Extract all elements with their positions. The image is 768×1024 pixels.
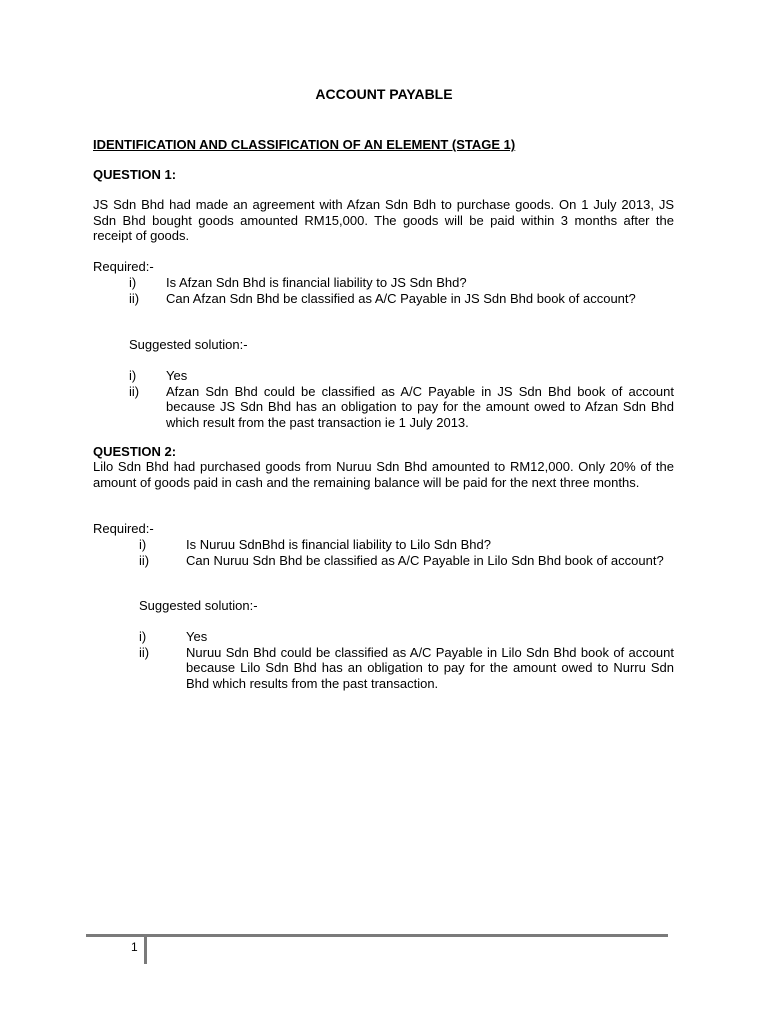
list-item-text: Yes [186, 629, 208, 644]
question-2-required-list [139, 537, 674, 568]
page-number: 1 [131, 940, 138, 954]
question-1-heading: QUESTION 1: [93, 167, 177, 182]
list-item-number: i) [129, 275, 137, 290]
question-2-solution-list [139, 629, 674, 691]
list-item-number: i) [139, 629, 147, 644]
list-item-text: Nuruu Sdn Bhd could be classified as A/C Payable in Lilo Sdn Bhd book of account because Lilo Sdn Bhd has an obligation to pay for the amount owed to Nurru Sdn Bhd which results from the past transaction. [186, 644, 674, 691]
list-item-text: Afzan Sdn Bhd could be classified as A/C Payable in JS Sdn Bhd book of account because JS Sdn Bhd has an obligation to pay for the amount owed to Afzan Sdn Bhd which result from the past transaction ie 1 July 2013. [166, 383, 674, 430]
list-item-number: ii) [129, 290, 140, 306]
list-item [139, 629, 674, 645]
list-item [129, 291, 674, 307]
list-item-text: Is Afzan Sdn Bhd is financial liability to JS Sdn Bhd? [166, 275, 467, 290]
list-item-text: Yes [166, 368, 188, 383]
list-item [139, 645, 674, 692]
list-item [129, 384, 674, 431]
question-2-required-label: Required:- [93, 521, 154, 536]
question-1-solution-list [129, 368, 674, 430]
section-heading: IDENTIFICATION AND CLASSIFICATION OF AN ELEMENT (STAGE 1) [93, 137, 516, 152]
list-item-text: Is Nuruu SdnBhd is financial liability to Lilo Sdn Bhd? [186, 537, 491, 552]
list-item-number: ii) [139, 644, 150, 660]
list-item [129, 275, 674, 291]
list-item [139, 537, 674, 553]
question-1-required-list [129, 275, 674, 306]
question-2-heading: QUESTION 2: [93, 444, 177, 459]
list-item-number: ii) [129, 383, 140, 399]
list-item [139, 553, 674, 569]
footer-rule [86, 934, 668, 937]
list-item-number: i) [139, 537, 147, 552]
list-item [129, 368, 674, 384]
question-2-solution-label: Suggested solution:- [139, 598, 258, 613]
list-item-text: Can Afzan Sdn Bhd be classified as A/C Payable in JS Sdn Bhd book of account? [166, 290, 636, 306]
question-1-body: JS Sdn Bhd had made an agreement with Afzan Sdn Bdh to purchase goods. On 1 July 2013, JS Sdn Bhd bought goods amounted RM15,000. The goods will be paid within 3 months after the receipt of goods. [93, 197, 674, 243]
question-1-required-label: Required:- [93, 259, 154, 274]
document-title: ACCOUNT PAYABLE [315, 86, 453, 102]
question-2-body: Lilo Sdn Bhd had purchased goods from Nuruu Sdn Bhd amounted to RM12,000. Only 20% of the amount of goods paid in cash and the remaining balance will be paid for the next three months. [93, 459, 674, 490]
list-item-number: ii) [139, 552, 150, 568]
list-item-number: i) [129, 368, 137, 383]
question-1-solution-label: Suggested solution:- [129, 337, 248, 352]
list-item-text: Can Nuruu Sdn Bhd be classified as A/C Payable in Lilo Sdn Bhd book of account? [186, 552, 664, 568]
footer-divider [144, 937, 147, 964]
